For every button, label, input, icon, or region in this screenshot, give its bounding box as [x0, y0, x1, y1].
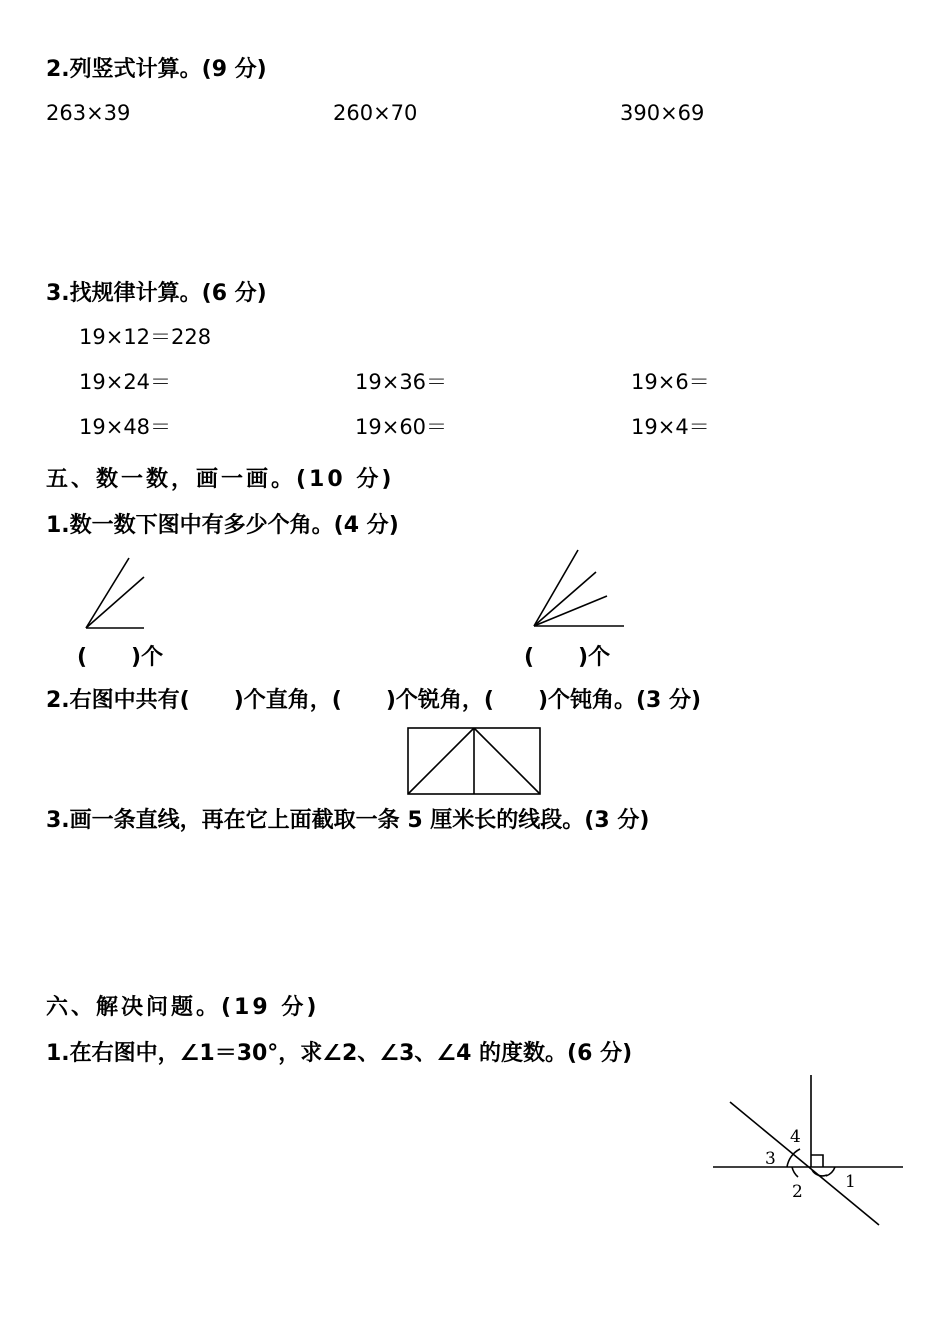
q2-problem-3: 390×69: [620, 101, 705, 125]
section6-q1-text: 1.在右图中，∠1＝30°，求∠2、∠3、∠4 的度数。(6 分): [46, 1041, 633, 1066]
angle-label-4: 4: [790, 1127, 801, 1147]
q2-title: 2.列竖式计算。(9 分): [46, 57, 267, 82]
answer-blank-left[interactable]: ( )个: [77, 645, 164, 670]
answer-blank-right[interactable]: ( )个: [524, 645, 611, 670]
intersecting-lines-figure: [710, 1074, 906, 1230]
angle-figure-right: [530, 546, 630, 630]
q3-row2-item3: 19×4＝: [631, 415, 710, 439]
q3-row2-item1: 19×48＝: [79, 415, 172, 439]
q3-row2-item2: 19×60＝: [355, 415, 448, 439]
q2-problem-1: 263×39: [46, 101, 131, 125]
q3-row1-item3: 19×6＝: [631, 370, 710, 394]
q3-row1-item1: 19×24＝: [79, 370, 172, 394]
q3-row1-item2: 19×36＝: [355, 370, 448, 394]
angle-label-2: 2: [792, 1182, 803, 1202]
rectangle-diagonals-figure: [406, 726, 542, 796]
q3-given: 19×12＝228: [79, 325, 212, 349]
section5-q3-text: 3.画一条直线，再在它上面截取一条 5 厘米长的线段。(3 分): [46, 808, 650, 833]
section5-q1-title: 1.数一数下图中有多少个角。(4 分): [46, 513, 399, 538]
q3-title: 3.找规律计算。(6 分): [46, 281, 267, 306]
angle-figure-left: [80, 552, 150, 634]
section5-heading: 五、数一数，画一画。(10 分): [46, 467, 395, 492]
q2-problem-2: 260×70: [333, 101, 418, 125]
section6-heading: 六、解决问题。(19 分): [46, 995, 320, 1020]
section5-q2-text: 2.右图中共有( )个直角，( )个锐角，( )个钝角。(3 分): [46, 688, 702, 713]
angle-label-1: 1: [845, 1172, 856, 1192]
angle-label-3: 3: [765, 1149, 776, 1169]
